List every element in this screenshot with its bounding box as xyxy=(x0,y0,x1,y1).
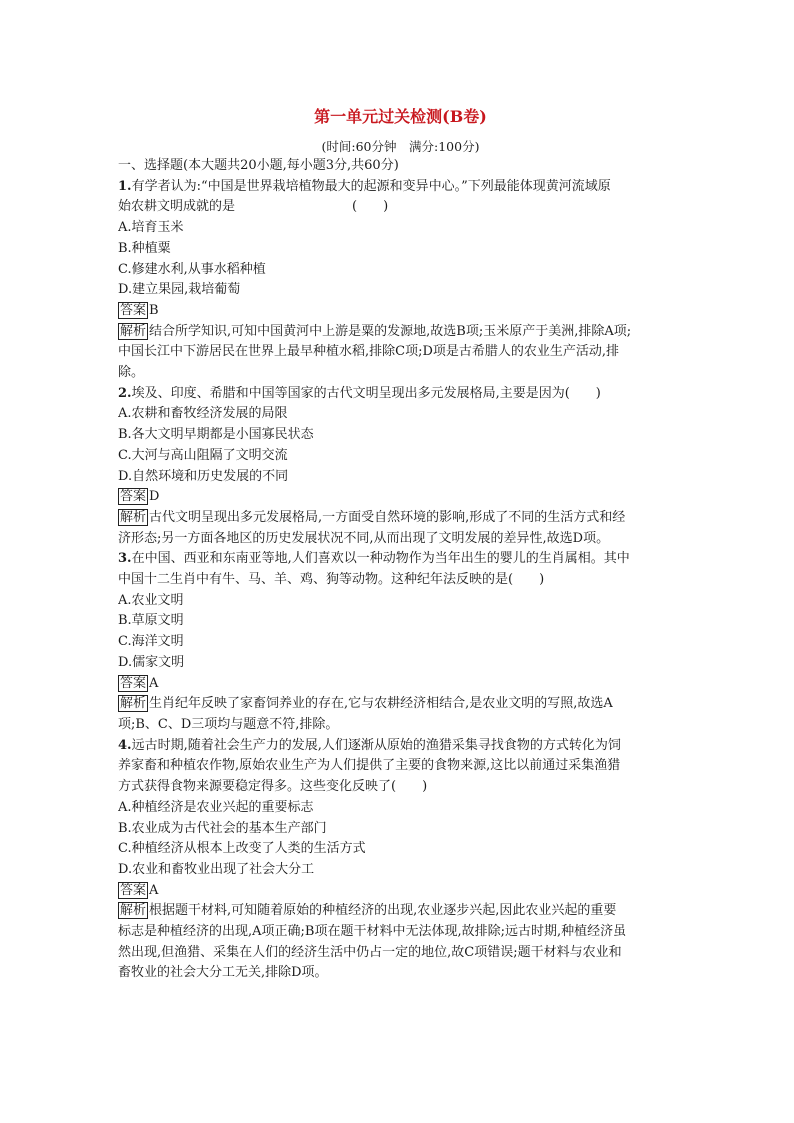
analysis-text: 济形态;另一方面各地区的历史发展状况不同,从而出现了文明发展的差异性,故选D项。 xyxy=(118,530,610,546)
answer-value: A xyxy=(149,882,159,898)
analysis-text: 除。 xyxy=(118,365,145,381)
analysis-text: 结合所学知识,可知中国黄河中上游是粟的发源地,故选B项;玉米原产于美洲,排除A项; xyxy=(149,323,632,339)
question-number: 2. xyxy=(118,385,132,401)
analysis-text: 生肖纪年反映了家畜饲养业的存在,它与农耕经济相结合,是农业文明的写照,故选A xyxy=(149,696,613,712)
analysis-line xyxy=(118,322,683,343)
question-list xyxy=(118,177,683,984)
analysis-line xyxy=(118,922,683,943)
answer-value: D xyxy=(149,489,160,505)
option-item: C.大河与高山阻隔了文明交流 xyxy=(118,447,288,463)
option-item: D.建立果园,栽培葡萄 xyxy=(118,282,241,298)
analysis-line xyxy=(118,943,683,964)
document-page xyxy=(118,106,683,984)
answer-line xyxy=(118,881,683,902)
analysis-line xyxy=(118,901,683,922)
analysis-line xyxy=(118,694,683,715)
exam-info: (时间:60分钟 满分:100分) xyxy=(321,139,480,154)
question-stem-text: 始农耕文明成就的是 ( ) xyxy=(118,199,389,215)
question-stem-text: 有学者认为:“中国是世界栽培植物最大的起源和变异中心。”下列最能体现黄河流域原 xyxy=(131,178,611,194)
option-item: D.自然环境和历史发展的不同 xyxy=(118,468,289,484)
question-stem-text: 方式获得食物来源要稳定得多。这些变化反映了( ) xyxy=(118,779,428,795)
option-item: A.培育玉米 xyxy=(118,220,184,236)
analysis-line xyxy=(118,342,683,363)
option-item: A.农耕和畜牧经济发展的局限 xyxy=(118,406,288,422)
analysis-label: 解析 xyxy=(120,696,147,712)
analysis-label: 解析 xyxy=(120,323,147,339)
option-item: C.种植经济从根本上改变了人类的生活方式 xyxy=(118,841,366,857)
question-stem-line xyxy=(118,177,683,198)
question-stem-line xyxy=(118,570,683,591)
answer-line xyxy=(118,301,683,322)
question-number: 3. xyxy=(118,551,132,567)
question-stem-text: 埃及、印度、希腊和中国等国家的古代文明呈现出多元发展格局,主要是因为( ) xyxy=(131,385,601,401)
question-stem-text: 养家畜和种植农作物,原始农业生产为人们提供了主要的食物来源,这比以前通过采集渔猎 xyxy=(118,758,621,774)
analysis-text: 根据题干材料,可知随着原始的种植经济的出现,农业逐步兴起,因此农业兴起的重要 xyxy=(149,903,617,919)
question-stem-line xyxy=(118,777,683,798)
question-stem-line xyxy=(118,197,683,218)
option-item: D.儒家文明 xyxy=(118,654,185,670)
option-item: B.农业成为古代社会的基本生产部门 xyxy=(118,820,327,836)
question-block xyxy=(118,549,683,735)
option-item: A.种植经济是农业兴起的重要标志 xyxy=(118,799,314,815)
question-block xyxy=(118,384,683,550)
section-heading: 一、选择题(本大题共20小题,每小题3分,共60分) xyxy=(118,158,399,173)
analysis-text: 古代文明呈现出多元发展格局,一方面受自然环境的影响,形成了不同的生活方式和经 xyxy=(149,509,626,525)
answer-line xyxy=(118,674,683,695)
option-item: B.各大文明早期都是小国寡民状态 xyxy=(118,427,314,443)
question-block xyxy=(118,736,683,984)
analysis-line xyxy=(118,963,683,984)
analysis-line xyxy=(118,715,683,736)
question-stem-line xyxy=(118,384,683,405)
answer-label: 答案 xyxy=(120,675,147,691)
question-stem-text: 远古时期,随着社会生产力的发展,人们逐渐从原始的渔猎采集寻找食物的方式转化为饲 xyxy=(131,737,621,753)
option-item: B.草原文明 xyxy=(118,613,184,629)
question-stem-line xyxy=(118,756,683,777)
analysis-line xyxy=(118,508,683,529)
answer-label: 答案 xyxy=(120,302,147,318)
analysis-text: 项;B、C、D三项均与题意不符,排除。 xyxy=(118,716,339,732)
analysis-text: 畜牧业的社会大分工无关,排除D项。 xyxy=(118,965,328,981)
answer-value: B xyxy=(149,302,159,318)
analysis-label: 解析 xyxy=(120,509,147,525)
option-item: C.海洋文明 xyxy=(118,634,184,650)
question-stem-text: 中国十二生肖中有牛、马、羊、鸡、狗等动物。这种纪年法反映的是( ) xyxy=(118,572,545,588)
option-item: D.农业和畜牧业出现了社会大分工 xyxy=(118,861,315,877)
analysis-line xyxy=(118,529,683,550)
question-number: 1. xyxy=(118,178,132,194)
page-title: 第一单元过关检测(B卷) xyxy=(314,107,487,126)
analysis-line xyxy=(118,363,683,384)
answer-label: 答案 xyxy=(120,882,147,898)
answer-label: 答案 xyxy=(120,489,147,505)
option-item: B.种植粟 xyxy=(118,240,171,256)
answer-value: A xyxy=(149,675,159,691)
question-stem-line xyxy=(118,549,683,570)
question-stem-line xyxy=(118,736,683,757)
option-item: C.修建水利,从事水稻种植 xyxy=(118,261,266,277)
analysis-label: 解析 xyxy=(120,903,147,919)
analysis-text: 然出现,但渔猎、采集在人们的经济生活中仍占一定的地位,故C项错误;题干材料与农业和 xyxy=(118,944,622,960)
question-block xyxy=(118,177,683,384)
question-stem-text: 在中国、西亚和东南亚等地,人们喜欢以一种动物作为当年出生的婴儿的生肖属相。其中 xyxy=(131,551,630,567)
analysis-text: 标志是种植经济的出现,A项正确;B项在题干材料中无法体现,故排除;远古时期,种植经济虽 xyxy=(118,924,627,940)
option-item: A.农业文明 xyxy=(118,592,184,608)
answer-line xyxy=(118,487,683,508)
question-number: 4. xyxy=(118,737,132,753)
analysis-text: 中国长江中下游居民在世界上最早种植水稻,排除C项;D项是古希腊人的农业生产活动,排 xyxy=(118,344,620,360)
